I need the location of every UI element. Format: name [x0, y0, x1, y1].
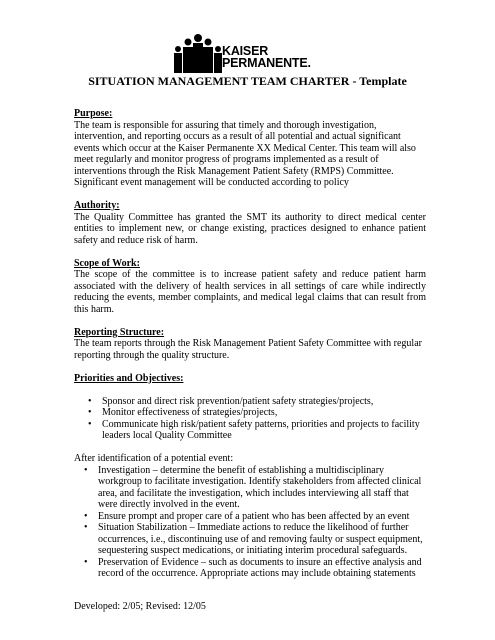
purpose-heading: Purpose:: [74, 108, 113, 119]
list-item-text: Investigation – determine the benefit of establishing a multidisciplinary workgroup to facilitate investigation. Identify stakeholders from affected clinical area, and facilitate the investigation, which includes interviewing all staff that were directly involved in the event.: [98, 464, 422, 510]
list-item: [84, 522, 426, 557]
list-item-text: Situation Stabilization – Immediate actions to reduce the likelihood of further occurrences, i.e., discontinuing use of and removing faulty or suspect equipment, sequestering suspect medications, or initiating interim procedural safeguards.: [98, 522, 423, 556]
bullet-icon: •: [84, 464, 88, 476]
scope-heading: Scope of Work:: [74, 257, 140, 269]
bullet-icon: •: [88, 407, 92, 418]
logo-wordmark-kaiser: KAISER: [222, 44, 269, 58]
list-item-text: Preservation of Evidence – such as documents to insure an effective analysis and record of the occurrence. Appropriate actions may include obtaining statements: [98, 556, 422, 579]
bullet-icon: •: [84, 522, 88, 533]
authority-heading: Authority:: [74, 200, 120, 211]
kaiser-permanente-logo: [172, 33, 322, 79]
document-footer: Developed: 2/05; Revised: 12/05: [74, 601, 206, 612]
list-item-text: Monitor effectiveness of strategies/projects,: [102, 407, 278, 418]
list-item-text: Sponsor and direct risk prevention/patient safety strategies/projects,: [102, 395, 374, 407]
logo-figures-icon: [172, 33, 224, 77]
list-item: [88, 407, 426, 419]
document-body: [74, 108, 426, 580]
bullet-icon: •: [88, 395, 92, 407]
bullet-icon: •: [88, 418, 92, 430]
list-item-text: Communicate high risk/patient safety patterns, priorities and projects to facility leaders local Quality Committee: [102, 418, 420, 441]
after-list: [84, 465, 426, 580]
priorities-heading: Priorities and Objectives:: [74, 372, 184, 384]
document-title: SITUATION MANAGEMENT TEAM CHARTER - Template: [88, 74, 407, 88]
list-item: [84, 557, 426, 580]
list-item: [84, 511, 426, 523]
list-item-text: Ensure prompt and proper care of a patient who has been affected by an event: [98, 510, 410, 522]
authority-text: The Quality Committee has granted the SMT its authority to direct medical center entities to implement new, or change existing, practices designed to enhance patient safety and reduce risk of harm.: [74, 211, 426, 246]
bullet-icon: •: [84, 510, 88, 522]
reporting-heading: Reporting Structure:: [74, 326, 165, 338]
list-item: [88, 419, 426, 442]
purpose-text: The team is responsible for assuring that timely and thorough investigation, intervention, and reporting occurs as a result of all potential and actual significant events which occur at the Kaiser Permanente XX Medical Center. This team will also meet regularly and monitor progress of programs implemented as a result of interventions through the Risk Management Patient Safety (RMPS) Committee. Significant event management will be conducted according to policy: [74, 119, 416, 188]
list-item: [84, 465, 426, 511]
logo-wordmark-permanente: PERMANENTE.: [222, 56, 311, 70]
bullet-icon: •: [84, 556, 88, 568]
priorities-list: [88, 396, 426, 442]
reporting-text: The team reports through the Risk Management Patient Safety Committee with regular reporting through the quality structure.: [74, 338, 422, 361]
scope-text: The scope of the committee is to increase patient safety and reduce patient harm associated with the delivery of health services in all settings of care while indirectly reducing the events, member complaints, and medical legal claims that can result from this harm.: [74, 269, 426, 315]
after-intro: After identification of a potential event:: [74, 453, 234, 464]
list-item: [88, 396, 426, 408]
